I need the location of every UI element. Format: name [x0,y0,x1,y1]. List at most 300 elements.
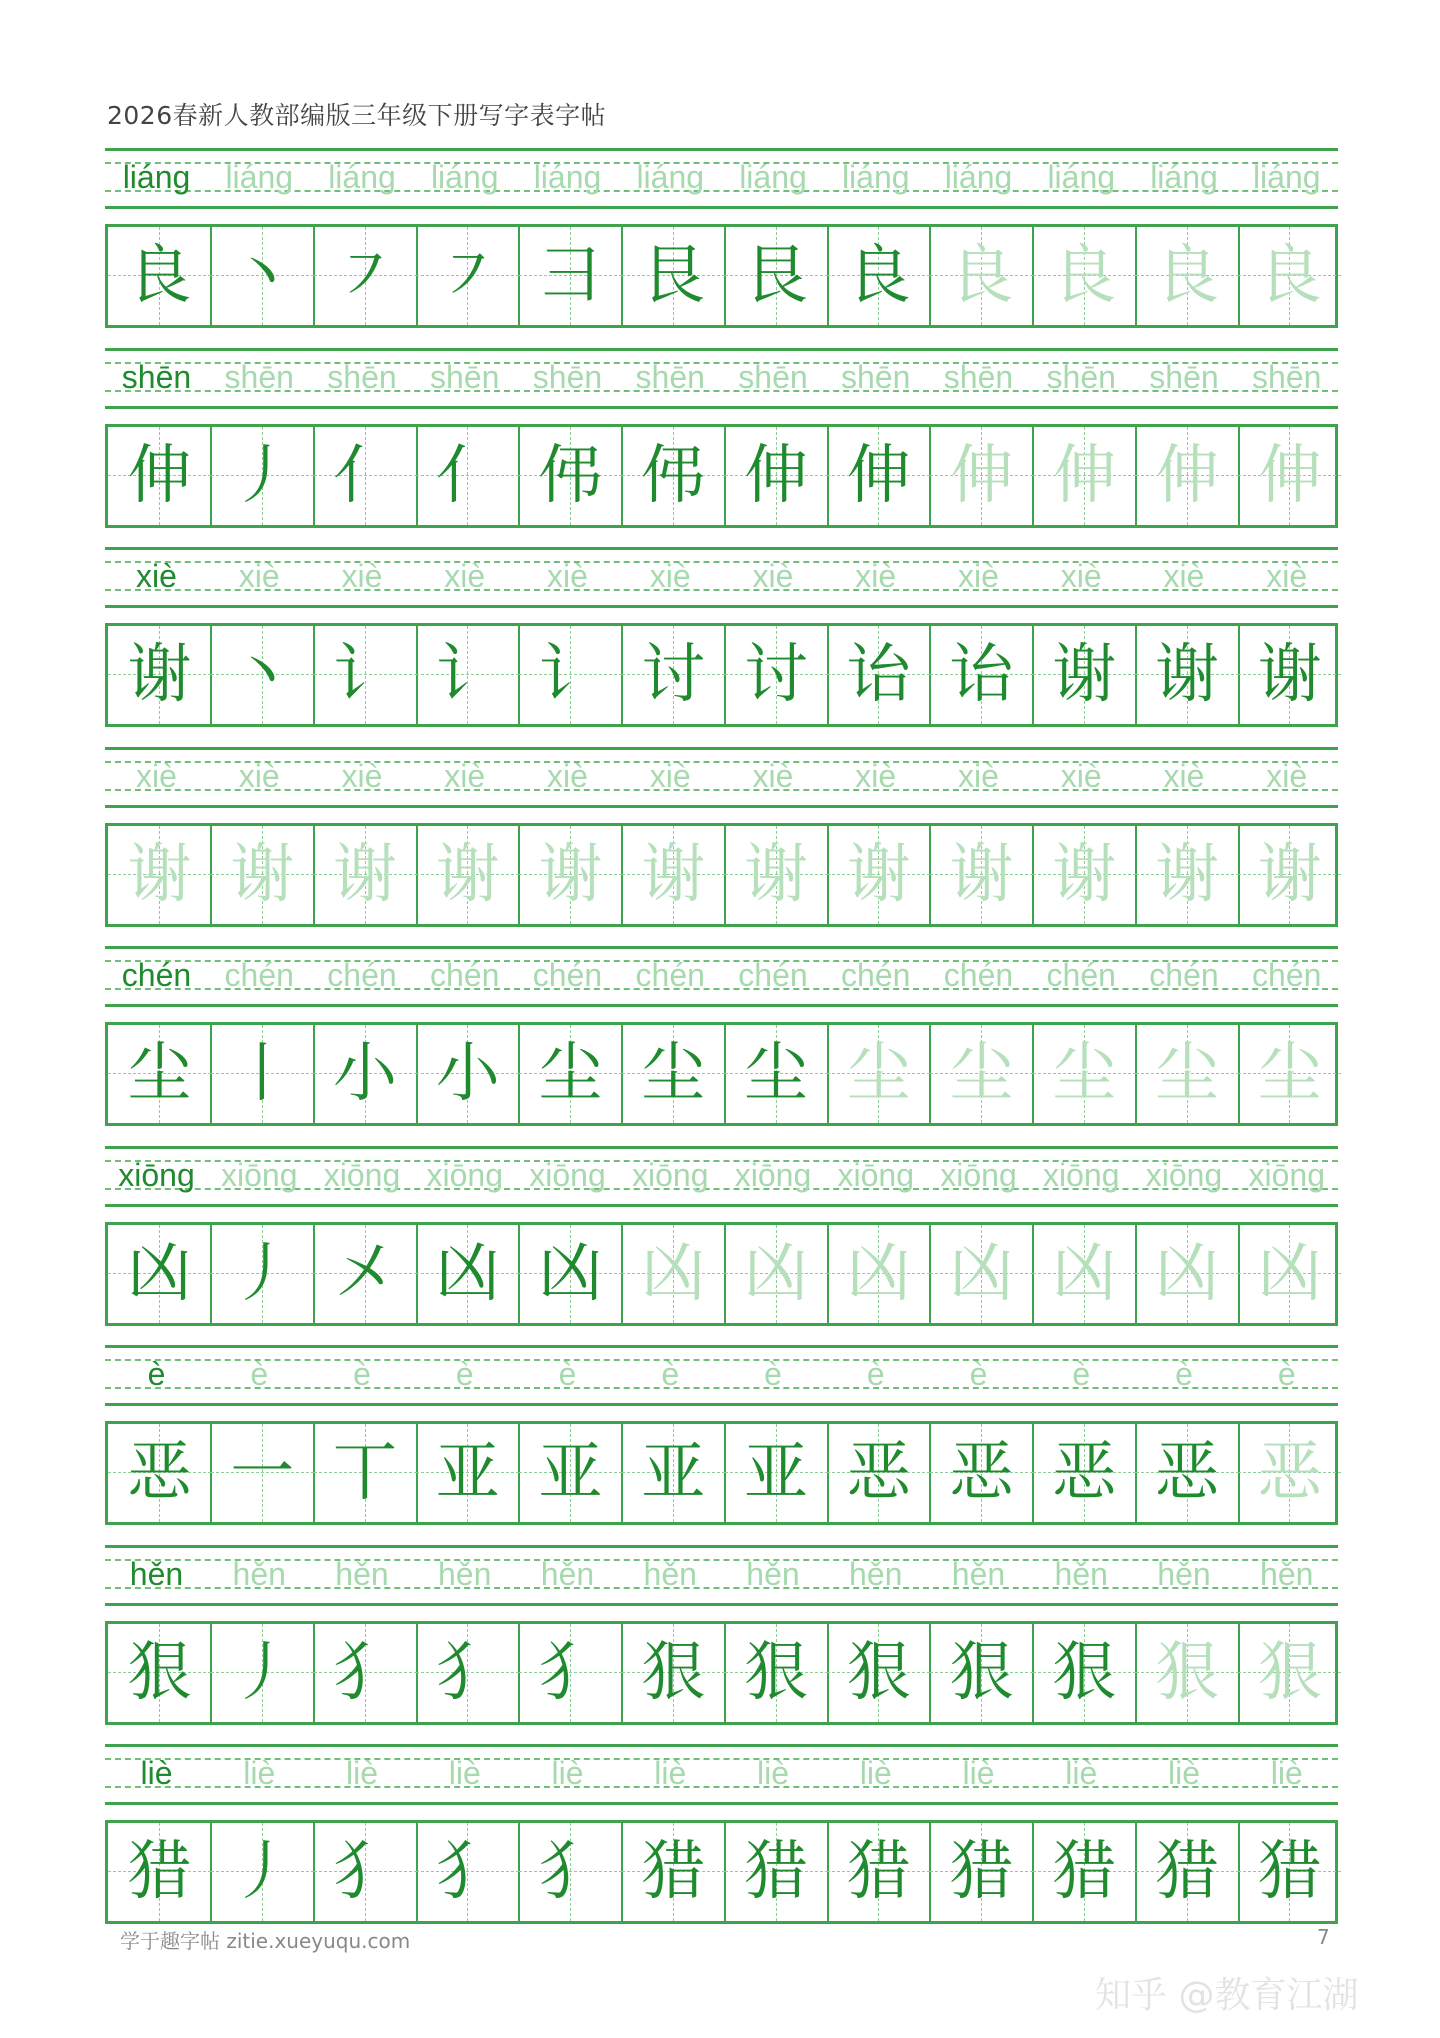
writing-cell [1136,826,1239,924]
writing-cell [211,1225,314,1323]
pinyin-trace: xiōng [1043,1156,1120,1193]
pinyin-band [105,1146,1338,1206]
pinyin-trace: xiè [341,757,383,794]
stroke-step: 丅 [333,1436,397,1510]
writing-cell [314,227,417,325]
pinyin-trace: xiōng [323,1156,401,1193]
writing-cell [211,1624,314,1722]
stroke-step: 亚 [641,1436,706,1510]
writing-cell [314,1025,417,1123]
trace-character: 恶 [1257,1436,1322,1510]
writing-cell [725,227,828,325]
pinyin-trace: hěn [746,1555,800,1592]
stroke-step: 丿 [230,1635,295,1710]
trace-character: 谢 [435,837,500,912]
writing-cell [1238,1225,1341,1323]
writing-cell [314,1823,417,1921]
pinyin-trace: hěn [232,1555,286,1592]
stroke-step: 狠 [846,1635,911,1710]
writing-cell [314,826,417,924]
writing-cell [108,626,211,724]
stroke-step: 犭 [538,1835,603,1909]
stroke-step: 凶 [538,1236,603,1311]
writing-cell [211,227,314,325]
stroke-step: 伄 [538,438,603,513]
writing-cell [519,1823,622,1921]
writing-cell [108,826,211,924]
pinyin-trace: shēn [841,358,911,395]
writing-cell [1136,1225,1239,1323]
writing-cell [930,1424,1033,1522]
pinyin-trace: xiè [341,558,383,594]
writing-cell [519,826,622,924]
trace-character: 良 [949,239,1014,313]
pinyin-trace: liáng [739,159,807,195]
trace-character: 凶 [949,1236,1014,1311]
pinyin-trace: chén [224,957,294,993]
pinyin-guide-line [105,148,1338,151]
trace-character: 谢 [846,837,911,912]
model-character: 尘 [127,1037,192,1111]
pinyin-trace: liáng [1047,159,1116,195]
writing-cell [725,1025,828,1123]
pinyin-guide-line [105,1603,1338,1606]
pinyin-trace: liáng [533,159,602,195]
stroke-step: 伄 [641,438,706,513]
pinyin-trace: liè [962,1755,995,1791]
pinyin-trace: xiè [855,558,897,594]
pinyin-trace: xiōng [1248,1156,1325,1193]
trace-character: 尘 [846,1037,911,1111]
stroke-step: ㇇ [435,239,500,313]
writing-cell [1136,1025,1239,1123]
pinyin-guide-line [105,805,1338,808]
writing-cell [1136,427,1239,525]
character-box [105,1222,1338,1326]
writing-cell [930,1823,1033,1921]
pinyin-guide-line [105,1004,1338,1007]
pinyin-guide-line [105,1545,1338,1548]
writing-cell [1033,1424,1136,1522]
pinyin-trace: è [250,1356,269,1392]
trace-character: 谢 [127,837,192,912]
pinyin-trace: hěn [951,1555,1006,1592]
pinyin-trace: xiōng [632,1156,709,1193]
trace-character: 伸 [1052,438,1117,513]
pinyin-trace: xiōng [1145,1156,1223,1193]
stroke-step: 丿 [230,1835,295,1909]
trace-character: 凶 [1155,1236,1219,1311]
pinyin-trace: hěn [643,1555,697,1592]
stroke-step: 伸 [744,438,808,513]
pinyin-guide-line [105,946,1338,949]
writing-cell [725,427,828,525]
stroke-step: 尘 [538,1037,603,1111]
writing-cell [416,626,519,724]
stroke-step: 丶 [230,638,295,712]
trace-character: 伸 [949,438,1014,513]
pinyin-trace: xiè [752,558,794,594]
pinyin-trace: liè [1270,1755,1303,1791]
writing-cell [622,227,725,325]
trace-character: 谢 [1052,837,1117,912]
pinyin-trace: liáng [944,159,1013,195]
pinyin-trace: shēn [635,358,705,395]
pinyin-guide-line [105,605,1338,608]
pinyin-trace: xiè [547,757,588,794]
pinyin-trace: xiè [1163,558,1205,594]
stroke-step: 狠 [949,1635,1014,1710]
pinyin-trace: chén [430,957,500,993]
writing-cell [827,1624,930,1722]
pinyin-trace: liè [654,1755,687,1791]
pinyin-trace: è [969,1356,988,1392]
trace-character: 良 [1155,239,1219,313]
writing-cell [314,1624,417,1722]
pinyin-guide-line [105,1802,1338,1805]
writing-cell [211,1823,314,1921]
stroke-step: 艮 [744,239,808,313]
writing-cell [519,1424,622,1522]
pinyin-trace: hěn [540,1555,595,1592]
writing-cell [416,1624,519,1722]
pinyin-trace: chén [738,957,808,993]
trace-character: 尘 [1257,1037,1322,1111]
writing-cell [1136,1424,1239,1522]
pinyin-trace: shēn [738,358,808,395]
writing-cell [622,1025,725,1123]
pinyin-trace: xiè [547,558,588,594]
copybook-row [105,1744,1338,1926]
pinyin-band [105,946,1338,1006]
stroke-step: 丿 [230,1236,295,1311]
pinyin-trace: hěn [335,1555,389,1592]
writing-cell [108,1225,211,1323]
pinyin-trace: è [661,1356,680,1392]
character-box [105,224,1338,328]
writing-cell [1238,1025,1341,1123]
pinyin-trace: chén [1149,957,1219,993]
writing-cell [622,1823,725,1921]
trace-character: 伸 [1257,438,1322,513]
stroke-step: 小 [333,1037,397,1111]
pinyin-trace: chén [635,957,705,993]
pinyin-guide-line [105,206,1338,209]
pinyin-trace: shēn [224,358,294,395]
writing-cell [519,1225,622,1323]
page-title: 2026春新人教部编版三年级下册写字表字帖 [107,101,607,130]
pinyin-trace: liáng [841,159,910,195]
writing-cell [930,826,1033,924]
pinyin-trace: hěn [1260,1555,1314,1592]
pinyin-guide-line [105,747,1338,750]
pinyin-trace: hěn [1157,1555,1211,1592]
pinyin-trace: xiè [752,757,794,794]
pinyin-trace: liè [243,1755,276,1791]
watermark: 知乎 @教育江湖 [1095,1975,1359,2016]
trace-character: 谢 [1155,837,1219,912]
trace-character: 伸 [1155,438,1219,513]
pinyin-band [105,348,1338,408]
model-character: 猎 [127,1835,192,1909]
pinyin-guide-line [105,547,1338,550]
writing-cell [1033,427,1136,525]
writing-cell [725,1225,828,1323]
copybook-row [105,148,1338,330]
stroke-step: 讨 [744,638,808,712]
writing-cell [416,227,519,325]
pinyin-label: liè [140,1755,173,1791]
writing-cell [108,1624,211,1722]
stroke-step: 犭 [435,1835,500,1909]
stroke-step: 讠 [435,638,500,712]
page-number: 7 [1317,1925,1330,1949]
stroke-step: 亻 [435,438,500,513]
pinyin-label: liáng [122,159,191,195]
writing-cell [519,626,622,724]
trace-character: 良 [1052,239,1117,313]
stroke-step: 讨 [641,638,706,712]
writing-cell [622,1225,725,1323]
character-box [105,823,1338,927]
pinyin-trace: xiōng [221,1156,298,1193]
stroke-step: 亻 [333,438,397,513]
pinyin-trace: xiè [444,558,486,594]
trace-character: 凶 [846,1236,911,1311]
model-character: 恶 [127,1436,192,1510]
stroke-step: 讠 [333,638,397,712]
writing-cell [827,1823,930,1921]
writing-cell [930,626,1033,724]
writing-cell [930,1225,1033,1323]
pinyin-trace: hěn [1054,1555,1108,1592]
pinyin-label: chén [121,957,192,993]
pinyin-trace: xiè [958,757,999,794]
pinyin-trace: xiè [855,757,897,794]
pinyin-guide-line [105,1403,1338,1406]
pinyin-trace: xiè [1060,757,1102,794]
writing-cell [1238,626,1341,724]
pinyin-trace: xiōng [426,1156,503,1193]
copybook-row [105,747,1338,929]
writing-cell [211,427,314,525]
pinyin-trace: xiè [1060,558,1102,594]
pinyin-trace: hěn [438,1555,492,1592]
writing-cell [314,1424,417,1522]
writing-cell [827,1225,930,1323]
stroke-step: 讠 [538,638,603,712]
stroke-step: 谢 [1052,638,1117,712]
stroke-step: 犭 [333,1835,397,1909]
writing-cell [211,826,314,924]
writing-cell [930,427,1033,525]
writing-cell [519,1624,622,1722]
stroke-step: 猎 [744,1835,808,1909]
model-character: 良 [127,239,192,313]
writing-cell [827,427,930,525]
trace-character: 良 [1257,239,1322,313]
model-character: 谢 [127,638,192,712]
pinyin-trace: chén [532,957,603,993]
pinyin-trace: xiè [238,558,280,594]
writing-cell [1136,626,1239,724]
pinyin-trace: xiè [649,757,691,794]
pinyin-trace: liáng [1150,159,1218,195]
trace-character: 凶 [744,1236,808,1311]
trace-character: 狠 [1155,1635,1219,1710]
stroke-step: 亚 [435,1436,500,1510]
writing-cell [1238,1424,1341,1522]
pinyin-trace: xiè [1266,757,1308,794]
copybook-row [105,1345,1338,1527]
writing-cell [1238,1823,1341,1921]
pinyin-trace: chén [1252,957,1322,993]
pinyin-band [105,1345,1338,1405]
writing-cell [725,626,828,724]
stroke-step: 丶 [230,239,295,313]
writing-cell [1033,227,1136,325]
writing-cell [1136,227,1239,325]
trace-character: 谢 [641,837,706,912]
pinyin-trace: liè [1065,1755,1098,1791]
stroke-step: 诒 [949,638,1014,712]
stroke-step: 丿 [230,438,295,513]
pinyin-trace: xiè [958,558,999,594]
writing-cell [1238,427,1341,525]
pinyin-trace: chén [943,957,1014,993]
writing-cell [930,227,1033,325]
pinyin-trace: è [1175,1356,1193,1392]
pinyin-trace: è [764,1356,782,1392]
pinyin-trace: è [353,1356,371,1392]
pinyin-guide-line [105,1204,1338,1207]
stroke-step: 尘 [641,1037,706,1111]
writing-cell [519,427,622,525]
pinyin-trace: liáng [225,159,294,195]
writing-cell [1136,1624,1239,1722]
stroke-step: 亚 [744,1436,808,1510]
pinyin-label: è [147,1356,166,1392]
model-character: 伸 [127,438,192,513]
model-character: 狠 [127,1635,192,1710]
stroke-step: 诒 [846,638,911,712]
writing-cell [211,626,314,724]
writing-cell [827,1025,930,1123]
pinyin-trace: hěn [849,1555,903,1592]
pinyin-trace: liáng [430,159,499,195]
pinyin-trace: liè [448,1755,481,1791]
pinyin-trace: xiè [649,558,691,594]
pinyin-trace: liè [1167,1755,1200,1791]
writing-cell [519,1025,622,1123]
writing-cell [1033,1624,1136,1722]
stroke-step: 㐅 [333,1236,397,1311]
footer-site: 学于趣字帖 zitie.xueyuqu.com [120,1929,411,1953]
writing-cell [416,1424,519,1522]
writing-cell [1238,227,1341,325]
pinyin-trace: xiè [136,757,177,794]
writing-cell [108,1823,211,1921]
pinyin-band [105,148,1338,208]
pinyin-trace: xiōng [734,1156,812,1193]
pinyin-trace: xiè [1266,558,1308,594]
trace-character: 尘 [1052,1037,1117,1111]
pinyin-trace: shēn [532,358,603,395]
pinyin-band [105,747,1338,807]
writing-cell [108,1424,211,1522]
pinyin-trace: chén [841,957,911,993]
pinyin-guide-line [105,1744,1338,1747]
writing-cell [519,227,622,325]
writing-cell [1238,826,1341,924]
writing-cell [211,1424,314,1522]
stroke-step: 狠 [1052,1635,1117,1710]
copybook-row [105,1545,1338,1727]
pinyin-trace: chén [1046,957,1116,993]
pinyin-trace: è [558,1356,577,1392]
pinyin-band [105,547,1338,607]
trace-character: 谢 [1257,837,1322,912]
stroke-step: 狠 [641,1635,706,1710]
trace-character: 狠 [1257,1635,1322,1710]
stroke-step: 凶 [435,1236,500,1311]
pinyin-trace: liè [859,1755,892,1791]
pinyin-trace: è [1277,1356,1296,1392]
writing-cell [416,1025,519,1123]
writing-cell [1033,626,1136,724]
stroke-step: 猎 [1257,1835,1322,1909]
trace-character: 凶 [1052,1236,1117,1311]
stroke-step: 狠 [744,1635,808,1710]
stroke-step: 猎 [1155,1835,1219,1909]
writing-cell [725,1823,828,1921]
writing-cell [827,1424,930,1522]
character-box [105,1621,1338,1725]
pinyin-trace: è [455,1356,474,1392]
pinyin-label: xiōng [118,1156,195,1193]
pinyin-guide-line [105,1146,1338,1149]
stroke-step: 恶 [949,1436,1014,1510]
trace-character: 凶 [1257,1236,1322,1311]
writing-cell [725,826,828,924]
stroke-step: 犭 [435,1635,500,1710]
stroke-step: 恶 [1155,1436,1219,1510]
writing-cell [314,626,417,724]
writing-cell [416,826,519,924]
writing-cell [827,626,930,724]
stroke-step: ㇇ [333,239,397,313]
stroke-step: 谢 [1155,638,1219,712]
trace-character: 谢 [333,837,397,912]
copybook-row [105,946,1338,1128]
writing-cell [1033,1225,1136,1323]
pinyin-trace: xiè [1163,757,1205,794]
writing-cell [1033,1823,1136,1921]
writing-cell [622,626,725,724]
writing-cell [1033,826,1136,924]
stroke-step: 艮 [641,239,706,313]
trace-character: 尘 [1155,1037,1219,1111]
stroke-step: 猎 [1052,1835,1117,1909]
pinyin-trace: è [1072,1356,1091,1392]
writing-cell [930,1025,1033,1123]
pinyin-trace: liáng [1252,159,1321,195]
model-character: 凶 [127,1236,192,1311]
writing-cell [108,1025,211,1123]
pinyin-trace: liáng [328,159,396,195]
writing-cell [416,1823,519,1921]
copybook-row [105,348,1338,530]
